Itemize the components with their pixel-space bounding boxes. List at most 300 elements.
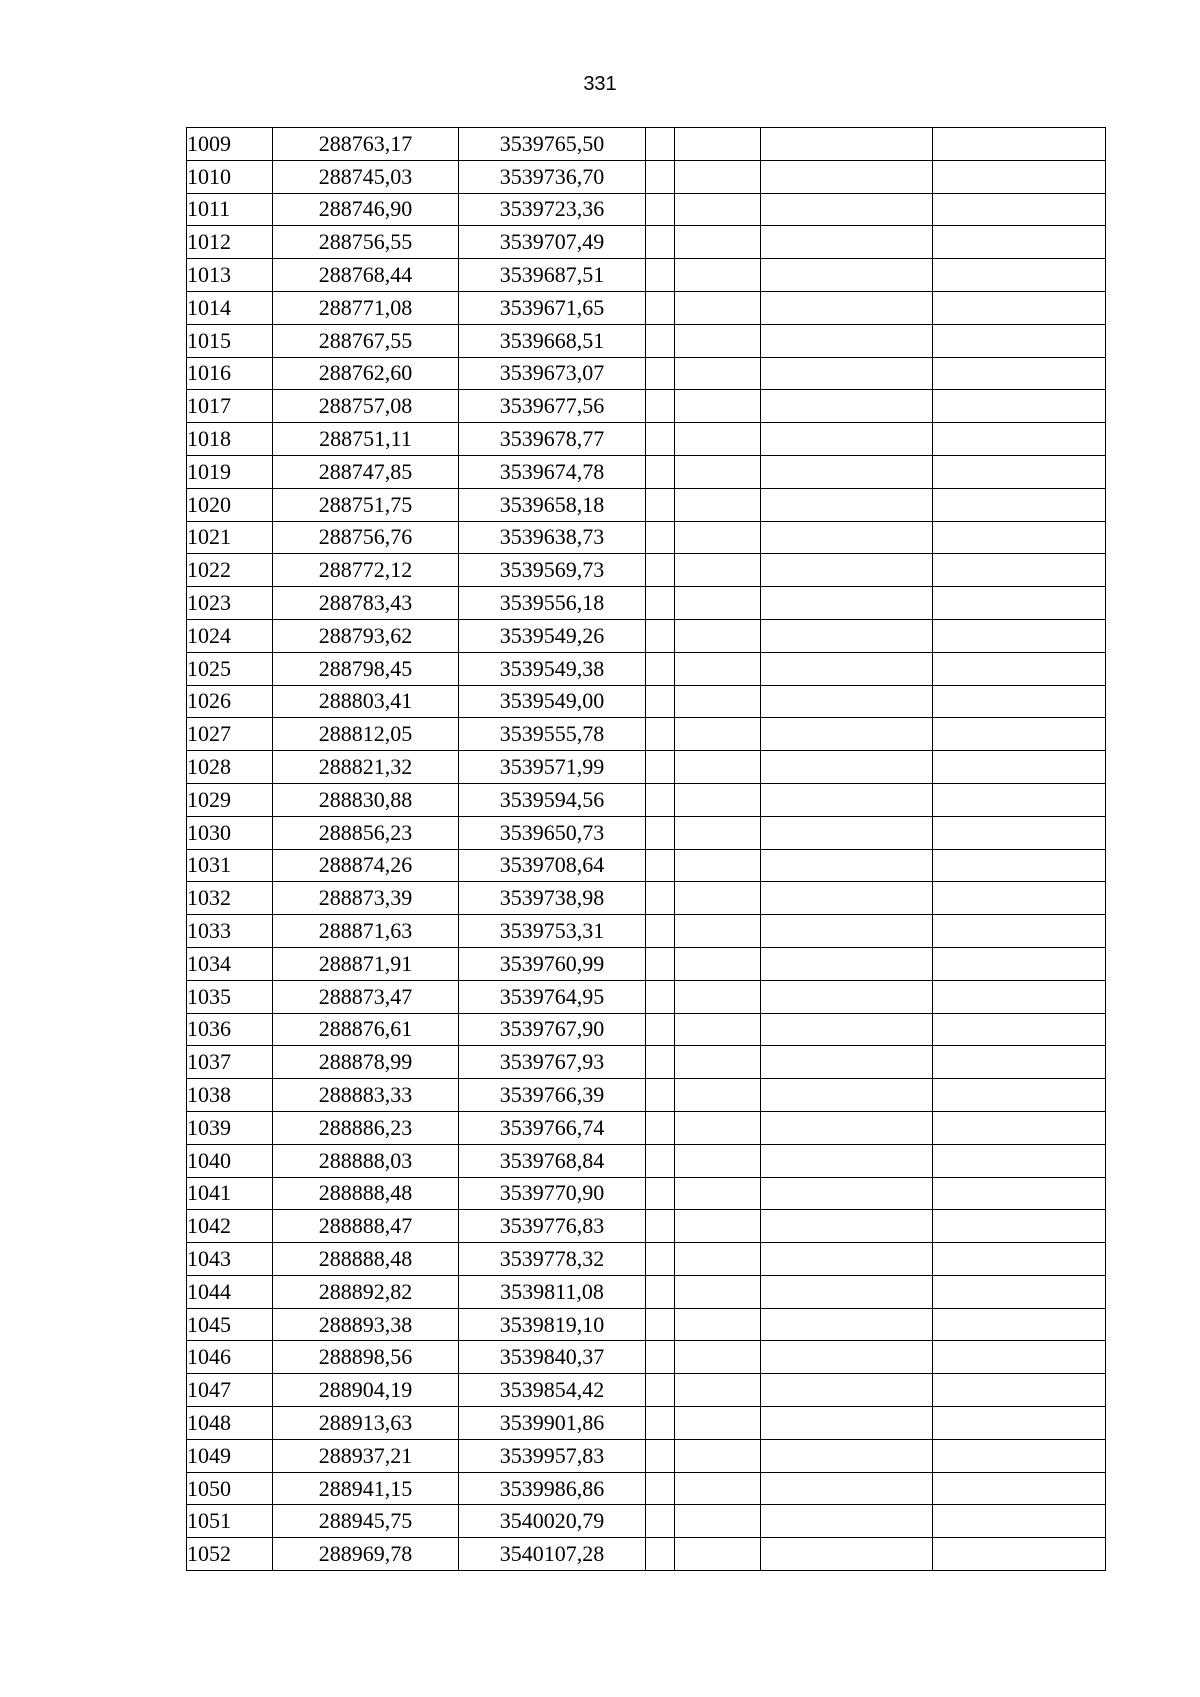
empty-cell xyxy=(933,1374,1106,1407)
empty-cell xyxy=(646,1177,675,1210)
empty-cell xyxy=(646,1439,675,1472)
empty-cell xyxy=(646,1341,675,1374)
table-row xyxy=(187,455,1106,488)
empty-cell xyxy=(675,1308,761,1341)
empty-cell xyxy=(675,1407,761,1440)
empty-cell xyxy=(761,226,933,259)
empty-cell xyxy=(761,1177,933,1210)
empty-cell xyxy=(933,128,1106,161)
empty-cell xyxy=(675,718,761,751)
point-number-cell: 1037 xyxy=(187,1046,273,1079)
table-row xyxy=(187,193,1106,226)
point-number-cell: 1020 xyxy=(187,488,273,521)
empty-cell xyxy=(761,291,933,324)
empty-cell xyxy=(675,783,761,816)
point-number-cell: 1015 xyxy=(187,324,273,357)
y-coordinate-cell: 3539549,38 xyxy=(459,652,646,685)
y-coordinate-cell: 3539957,83 xyxy=(459,1439,646,1472)
empty-cell xyxy=(761,1144,933,1177)
empty-cell xyxy=(933,193,1106,226)
table-row xyxy=(187,357,1106,390)
y-coordinate-cell: 3539819,10 xyxy=(459,1308,646,1341)
empty-cell xyxy=(761,915,933,948)
empty-cell xyxy=(675,1013,761,1046)
point-number-cell: 1029 xyxy=(187,783,273,816)
point-number-cell: 1041 xyxy=(187,1177,273,1210)
empty-cell xyxy=(933,1079,1106,1112)
empty-cell xyxy=(646,357,675,390)
empty-cell xyxy=(761,685,933,718)
empty-cell xyxy=(933,455,1106,488)
empty-cell xyxy=(646,685,675,718)
empty-cell xyxy=(646,1505,675,1538)
empty-cell xyxy=(646,652,675,685)
empty-cell xyxy=(675,947,761,980)
point-number-cell: 1016 xyxy=(187,357,273,390)
empty-cell xyxy=(646,1243,675,1276)
empty-cell xyxy=(933,521,1106,554)
empty-cell xyxy=(675,1341,761,1374)
table-row xyxy=(187,816,1106,849)
empty-cell xyxy=(675,816,761,849)
point-number-cell: 1039 xyxy=(187,1111,273,1144)
table-row xyxy=(187,1111,1106,1144)
table-row xyxy=(187,1079,1106,1112)
empty-cell xyxy=(646,1046,675,1079)
point-number-cell: 1018 xyxy=(187,423,273,456)
y-coordinate-cell: 3539811,08 xyxy=(459,1275,646,1308)
y-coordinate-cell: 3539768,84 xyxy=(459,1144,646,1177)
table-row xyxy=(187,849,1106,882)
x-coordinate-cell: 288751,11 xyxy=(273,423,459,456)
empty-cell xyxy=(761,357,933,390)
empty-cell xyxy=(761,193,933,226)
y-coordinate-cell: 3539723,36 xyxy=(459,193,646,226)
empty-cell xyxy=(933,915,1106,948)
y-coordinate-cell: 3539569,73 xyxy=(459,554,646,587)
x-coordinate-cell: 288803,41 xyxy=(273,685,459,718)
point-number-cell: 1023 xyxy=(187,587,273,620)
empty-cell xyxy=(675,980,761,1013)
empty-cell xyxy=(761,980,933,1013)
y-coordinate-cell: 3539840,37 xyxy=(459,1341,646,1374)
x-coordinate-cell: 288969,78 xyxy=(273,1538,459,1571)
x-coordinate-cell: 288746,90 xyxy=(273,193,459,226)
empty-cell xyxy=(933,947,1106,980)
table-row xyxy=(187,980,1106,1013)
point-number-cell: 1051 xyxy=(187,1505,273,1538)
empty-cell xyxy=(675,751,761,784)
point-number-cell: 1036 xyxy=(187,1013,273,1046)
y-coordinate-cell: 3539766,74 xyxy=(459,1111,646,1144)
empty-cell xyxy=(933,226,1106,259)
x-coordinate-cell: 288856,23 xyxy=(273,816,459,849)
point-number-cell: 1013 xyxy=(187,259,273,292)
empty-cell xyxy=(761,1341,933,1374)
table-row xyxy=(187,423,1106,456)
x-coordinate-cell: 288772,12 xyxy=(273,554,459,587)
empty-cell xyxy=(675,291,761,324)
empty-cell xyxy=(646,193,675,226)
table-row xyxy=(187,324,1106,357)
x-coordinate-cell: 288783,43 xyxy=(273,587,459,620)
empty-cell xyxy=(646,751,675,784)
point-number-cell: 1019 xyxy=(187,455,273,488)
x-coordinate-cell: 288886,23 xyxy=(273,1111,459,1144)
empty-cell xyxy=(761,1210,933,1243)
x-coordinate-cell: 288913,63 xyxy=(273,1407,459,1440)
empty-cell xyxy=(933,619,1106,652)
empty-cell xyxy=(646,1472,675,1505)
empty-cell xyxy=(761,390,933,423)
empty-cell xyxy=(933,685,1106,718)
empty-cell xyxy=(933,554,1106,587)
empty-cell xyxy=(933,1243,1106,1276)
table-row xyxy=(187,587,1106,620)
table-body xyxy=(187,128,1106,1571)
empty-cell xyxy=(761,619,933,652)
empty-cell xyxy=(933,423,1106,456)
empty-cell xyxy=(933,1144,1106,1177)
x-coordinate-cell: 288876,61 xyxy=(273,1013,459,1046)
empty-cell xyxy=(761,652,933,685)
table-row xyxy=(187,1341,1106,1374)
point-number-cell: 1027 xyxy=(187,718,273,751)
empty-cell xyxy=(933,718,1106,751)
empty-cell xyxy=(761,1079,933,1112)
table-row xyxy=(187,1308,1106,1341)
empty-cell xyxy=(761,718,933,751)
y-coordinate-cell: 3539673,07 xyxy=(459,357,646,390)
empty-cell xyxy=(933,816,1106,849)
x-coordinate-cell: 288767,55 xyxy=(273,324,459,357)
empty-cell xyxy=(933,488,1106,521)
empty-cell xyxy=(646,587,675,620)
y-coordinate-cell: 3539766,39 xyxy=(459,1079,646,1112)
empty-cell xyxy=(675,915,761,948)
table-row xyxy=(187,1144,1106,1177)
x-coordinate-cell: 288941,15 xyxy=(273,1472,459,1505)
table-row xyxy=(187,1046,1106,1079)
empty-cell xyxy=(675,1111,761,1144)
point-number-cell: 1047 xyxy=(187,1374,273,1407)
empty-cell xyxy=(675,1538,761,1571)
y-coordinate-cell: 3539767,90 xyxy=(459,1013,646,1046)
x-coordinate-cell: 288768,44 xyxy=(273,259,459,292)
point-number-cell: 1044 xyxy=(187,1275,273,1308)
empty-cell xyxy=(933,1111,1106,1144)
empty-cell xyxy=(761,849,933,882)
empty-cell xyxy=(646,1079,675,1112)
point-number-cell: 1025 xyxy=(187,652,273,685)
empty-cell xyxy=(675,1243,761,1276)
x-coordinate-cell: 288756,55 xyxy=(273,226,459,259)
x-coordinate-cell: 288888,48 xyxy=(273,1243,459,1276)
empty-cell xyxy=(675,1472,761,1505)
x-coordinate-cell: 288873,39 xyxy=(273,882,459,915)
empty-cell xyxy=(646,554,675,587)
empty-cell xyxy=(646,1144,675,1177)
point-number-cell: 1024 xyxy=(187,619,273,652)
empty-cell xyxy=(675,685,761,718)
empty-cell xyxy=(761,1243,933,1276)
table-row xyxy=(187,882,1106,915)
empty-cell xyxy=(646,1210,675,1243)
empty-cell xyxy=(675,423,761,456)
table-row xyxy=(187,1407,1106,1440)
empty-cell xyxy=(933,849,1106,882)
y-coordinate-cell: 3539764,95 xyxy=(459,980,646,1013)
empty-cell xyxy=(646,947,675,980)
empty-cell xyxy=(933,882,1106,915)
empty-cell xyxy=(646,1538,675,1571)
empty-cell xyxy=(933,1275,1106,1308)
x-coordinate-cell: 288888,47 xyxy=(273,1210,459,1243)
empty-cell xyxy=(675,1439,761,1472)
empty-cell xyxy=(675,619,761,652)
y-coordinate-cell: 3539901,86 xyxy=(459,1407,646,1440)
empty-cell xyxy=(646,521,675,554)
table-row xyxy=(187,128,1106,161)
x-coordinate-cell: 288871,63 xyxy=(273,915,459,948)
y-coordinate-cell: 3539674,78 xyxy=(459,455,646,488)
point-number-cell: 1017 xyxy=(187,390,273,423)
point-number-cell: 1042 xyxy=(187,1210,273,1243)
y-coordinate-cell: 3539778,32 xyxy=(459,1243,646,1276)
x-coordinate-cell: 288898,56 xyxy=(273,1341,459,1374)
table-row xyxy=(187,554,1106,587)
y-coordinate-cell: 3539549,00 xyxy=(459,685,646,718)
y-coordinate-cell: 3540107,28 xyxy=(459,1538,646,1571)
empty-cell xyxy=(933,751,1106,784)
empty-cell xyxy=(646,259,675,292)
table-row xyxy=(187,947,1106,980)
empty-cell xyxy=(761,488,933,521)
x-coordinate-cell: 288793,62 xyxy=(273,619,459,652)
empty-cell xyxy=(761,1439,933,1472)
table-row xyxy=(187,652,1106,685)
y-coordinate-cell: 3539767,93 xyxy=(459,1046,646,1079)
empty-cell xyxy=(933,1177,1106,1210)
point-number-cell: 1050 xyxy=(187,1472,273,1505)
empty-cell xyxy=(675,357,761,390)
empty-cell xyxy=(646,455,675,488)
empty-cell xyxy=(646,1308,675,1341)
empty-cell xyxy=(933,1407,1106,1440)
point-number-cell: 1030 xyxy=(187,816,273,849)
y-coordinate-cell: 3539658,18 xyxy=(459,488,646,521)
point-number-cell: 1040 xyxy=(187,1144,273,1177)
empty-cell xyxy=(761,587,933,620)
empty-cell xyxy=(761,160,933,193)
x-coordinate-cell: 288762,60 xyxy=(273,357,459,390)
y-coordinate-cell: 3539753,31 xyxy=(459,915,646,948)
x-coordinate-cell: 288757,08 xyxy=(273,390,459,423)
empty-cell xyxy=(675,259,761,292)
x-coordinate-cell: 288771,08 xyxy=(273,291,459,324)
empty-cell xyxy=(933,1046,1106,1079)
y-coordinate-cell: 3539650,73 xyxy=(459,816,646,849)
y-coordinate-cell: 3539708,64 xyxy=(459,849,646,882)
x-coordinate-cell: 288888,48 xyxy=(273,1177,459,1210)
empty-cell xyxy=(933,652,1106,685)
table-row xyxy=(187,783,1106,816)
x-coordinate-cell: 288821,32 xyxy=(273,751,459,784)
empty-cell xyxy=(933,1210,1106,1243)
x-coordinate-cell: 288745,03 xyxy=(273,160,459,193)
point-number-cell: 1046 xyxy=(187,1341,273,1374)
y-coordinate-cell: 3539760,99 xyxy=(459,947,646,980)
table-row xyxy=(187,718,1106,751)
empty-cell xyxy=(646,1374,675,1407)
empty-cell xyxy=(933,587,1106,620)
empty-cell xyxy=(646,783,675,816)
empty-cell xyxy=(675,554,761,587)
empty-cell xyxy=(646,324,675,357)
point-number-cell: 1021 xyxy=(187,521,273,554)
empty-cell xyxy=(933,1013,1106,1046)
x-coordinate-cell: 288830,88 xyxy=(273,783,459,816)
table-row xyxy=(187,226,1106,259)
empty-cell xyxy=(761,324,933,357)
empty-cell xyxy=(675,1275,761,1308)
empty-cell xyxy=(646,390,675,423)
y-coordinate-cell: 3539556,18 xyxy=(459,587,646,620)
table-row xyxy=(187,751,1106,784)
point-number-cell: 1034 xyxy=(187,947,273,980)
empty-cell xyxy=(761,783,933,816)
point-number-cell: 1012 xyxy=(187,226,273,259)
x-coordinate-cell: 288747,85 xyxy=(273,455,459,488)
empty-cell xyxy=(675,1177,761,1210)
empty-cell xyxy=(646,160,675,193)
point-number-cell: 1009 xyxy=(187,128,273,161)
empty-cell xyxy=(933,1538,1106,1571)
empty-cell xyxy=(761,1275,933,1308)
empty-cell xyxy=(761,816,933,849)
y-coordinate-cell: 3539854,42 xyxy=(459,1374,646,1407)
empty-cell xyxy=(646,226,675,259)
x-coordinate-cell: 288888,03 xyxy=(273,1144,459,1177)
table-row xyxy=(187,1210,1106,1243)
empty-cell xyxy=(675,521,761,554)
empty-cell xyxy=(761,259,933,292)
point-number-cell: 1011 xyxy=(187,193,273,226)
y-coordinate-cell: 3539555,78 xyxy=(459,718,646,751)
x-coordinate-cell: 288812,05 xyxy=(273,718,459,751)
empty-cell xyxy=(761,1374,933,1407)
empty-cell xyxy=(761,1538,933,1571)
table-row xyxy=(187,160,1106,193)
empty-cell xyxy=(761,554,933,587)
empty-cell xyxy=(675,1046,761,1079)
empty-cell xyxy=(646,488,675,521)
table-row xyxy=(187,291,1106,324)
empty-cell xyxy=(646,816,675,849)
empty-cell xyxy=(675,587,761,620)
page-number: 331 xyxy=(583,73,617,95)
point-number-cell: 1033 xyxy=(187,915,273,948)
x-coordinate-cell: 288892,82 xyxy=(273,1275,459,1308)
y-coordinate-cell: 3539638,73 xyxy=(459,521,646,554)
empty-cell xyxy=(761,455,933,488)
empty-cell xyxy=(761,1505,933,1538)
point-number-cell: 1022 xyxy=(187,554,273,587)
empty-cell xyxy=(933,390,1106,423)
y-coordinate-cell: 3539571,99 xyxy=(459,751,646,784)
empty-cell xyxy=(646,849,675,882)
empty-cell xyxy=(675,882,761,915)
x-coordinate-cell: 288878,99 xyxy=(273,1046,459,1079)
y-coordinate-cell: 3539707,49 xyxy=(459,226,646,259)
empty-cell xyxy=(933,1472,1106,1505)
point-number-cell: 1045 xyxy=(187,1308,273,1341)
table-row xyxy=(187,1439,1106,1472)
empty-cell xyxy=(646,291,675,324)
x-coordinate-cell: 288874,26 xyxy=(273,849,459,882)
y-coordinate-cell: 3539549,26 xyxy=(459,619,646,652)
empty-cell xyxy=(761,882,933,915)
empty-cell xyxy=(761,1308,933,1341)
table-row xyxy=(187,1177,1106,1210)
empty-cell xyxy=(675,1374,761,1407)
empty-cell xyxy=(646,619,675,652)
empty-cell xyxy=(675,128,761,161)
empty-cell xyxy=(646,423,675,456)
table-row xyxy=(187,1243,1106,1276)
x-coordinate-cell: 288751,75 xyxy=(273,488,459,521)
table-row xyxy=(187,259,1106,292)
empty-cell xyxy=(761,423,933,456)
empty-cell xyxy=(646,980,675,1013)
y-coordinate-cell: 3539776,83 xyxy=(459,1210,646,1243)
point-number-cell: 1026 xyxy=(187,685,273,718)
y-coordinate-cell: 3539678,77 xyxy=(459,423,646,456)
empty-cell xyxy=(933,259,1106,292)
y-coordinate-cell: 3539594,56 xyxy=(459,783,646,816)
y-coordinate-cell: 3540020,79 xyxy=(459,1505,646,1538)
empty-cell xyxy=(761,1013,933,1046)
empty-cell xyxy=(675,455,761,488)
empty-cell xyxy=(646,915,675,948)
empty-cell xyxy=(646,128,675,161)
x-coordinate-cell: 288945,75 xyxy=(273,1505,459,1538)
empty-cell xyxy=(761,947,933,980)
x-coordinate-cell: 288883,33 xyxy=(273,1079,459,1112)
table-row xyxy=(187,1374,1106,1407)
y-coordinate-cell: 3539738,98 xyxy=(459,882,646,915)
empty-cell xyxy=(675,488,761,521)
empty-cell xyxy=(933,1505,1106,1538)
empty-cell xyxy=(761,1472,933,1505)
empty-cell xyxy=(675,324,761,357)
x-coordinate-cell: 288873,47 xyxy=(273,980,459,1013)
coordinates-table xyxy=(186,127,1106,1571)
empty-cell xyxy=(675,1210,761,1243)
empty-cell xyxy=(646,882,675,915)
y-coordinate-cell: 3539770,90 xyxy=(459,1177,646,1210)
table-row xyxy=(187,390,1106,423)
point-number-cell: 1048 xyxy=(187,1407,273,1440)
empty-cell xyxy=(675,652,761,685)
empty-cell xyxy=(675,849,761,882)
empty-cell xyxy=(675,160,761,193)
point-number-cell: 1035 xyxy=(187,980,273,1013)
table-row xyxy=(187,1275,1106,1308)
empty-cell xyxy=(933,291,1106,324)
empty-cell xyxy=(933,357,1106,390)
empty-cell xyxy=(933,1308,1106,1341)
